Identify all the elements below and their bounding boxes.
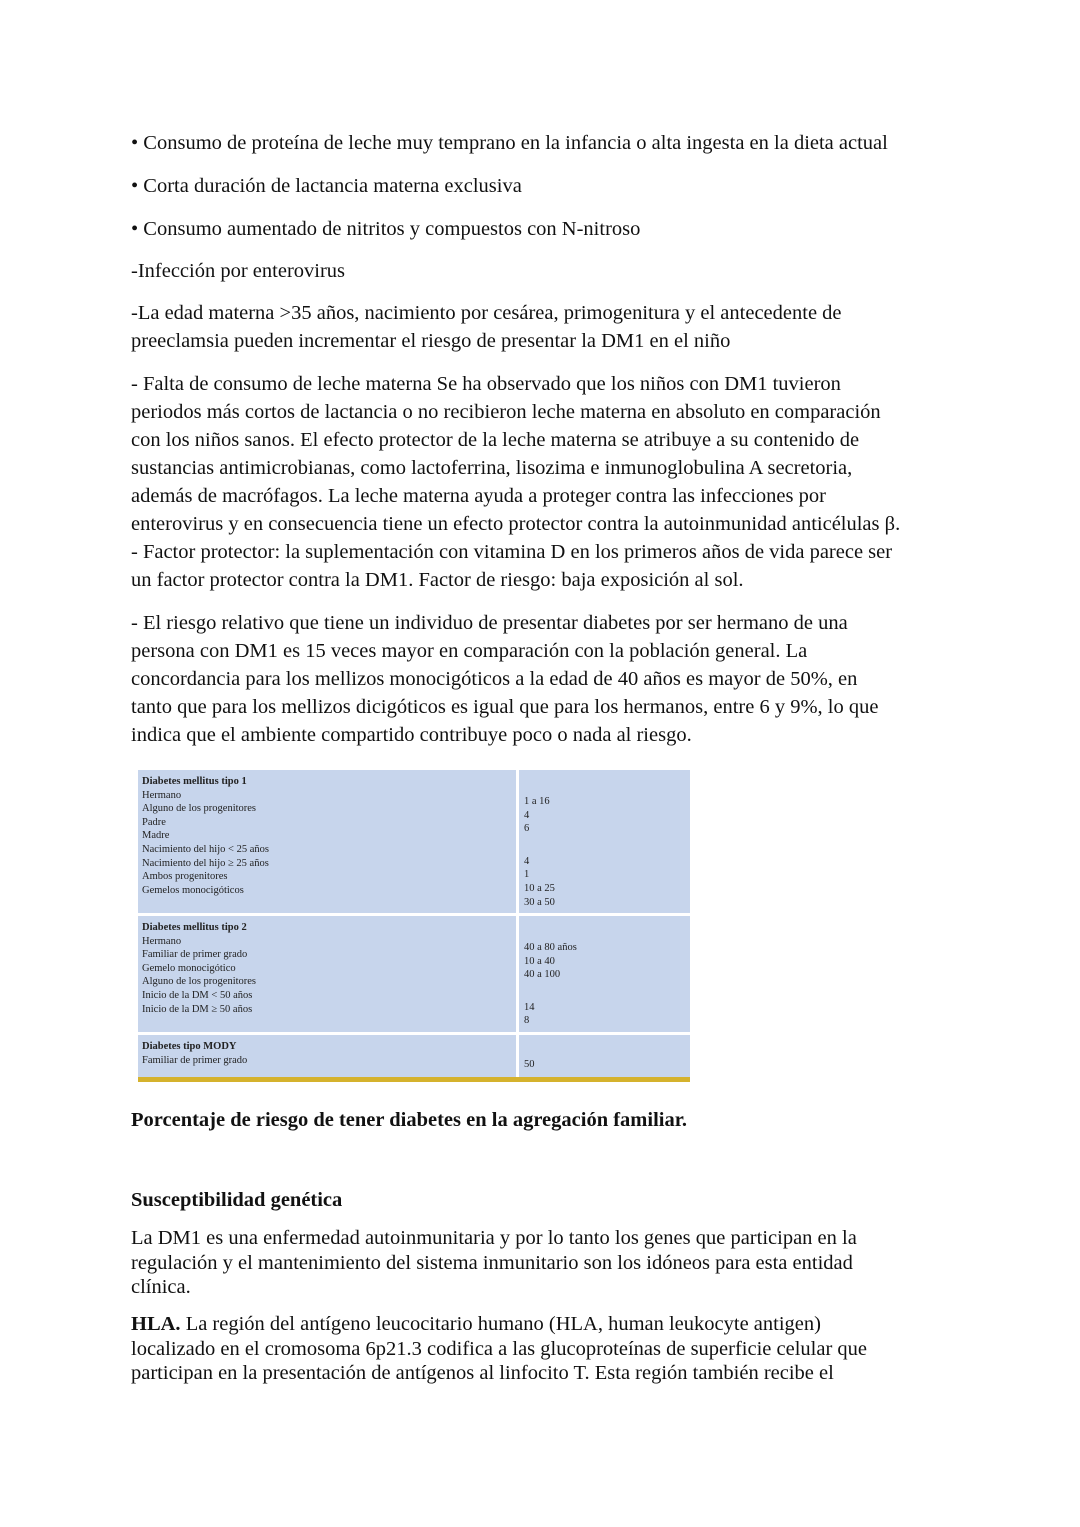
table-value — [524, 836, 690, 855]
text-line: además de macrófagos. La leche materna ayuda a proteger contra las infecciones por — [131, 485, 826, 507]
paragraph-autoimmune — [131, 1226, 857, 1300]
bullet-breastfeeding: • Corta duración de lactancia materna exclusiva — [131, 175, 522, 197]
table-value: 40 a 80 años — [524, 942, 577, 953]
text-line: La región del antígeno leucocitario humano (HLA, human leukocyte antigen) — [180, 1313, 821, 1335]
text-line: periodos más cortos de lactancia o no recibieron leche materna en absoluto en comparación — [131, 401, 881, 423]
table-label: Nacimiento del hijo ≥ 25 años — [142, 857, 269, 869]
text-line: indica que el ambiente compartido contribuye poco o nada al riesgo. — [131, 724, 692, 746]
hla-lead: HLA. — [131, 1313, 181, 1335]
text-line: concordancia para los mellizos monocigóticos a la edad de 40 años es mayor de 50%, en — [131, 668, 858, 690]
table-value: 4 — [524, 855, 530, 867]
table-value: 1 — [524, 869, 530, 881]
table-label: Gemelo monocigótico — [142, 962, 236, 974]
paragraph-maternal-age — [131, 299, 842, 355]
table-label: Ambos progenitores — [142, 871, 228, 883]
table-value — [524, 982, 690, 1001]
table-label: Hermano — [142, 935, 182, 947]
table-value: 8 — [524, 1015, 530, 1027]
text-line: La DM1 es una enfermedad autoinmunitaria y por lo tanto los genes que participan en la — [131, 1227, 857, 1249]
text-line: regulación y el mantenimiento del sistema inmunitario son los idóneos para esta entidad — [131, 1251, 853, 1274]
paragraph-hla — [131, 1312, 867, 1386]
table-value: 10 a 25 — [524, 882, 555, 894]
table-section-mody-labels — [138, 1035, 516, 1077]
text-line: - Factor protector: la suplementación con vitamina D en los primeros años de vida parece ser — [131, 541, 893, 563]
text-line: sustancias antimicrobianas, como lactoferrina, lisozima e inmunoglobulina A secretoria, — [131, 457, 853, 479]
table-value: 4 — [524, 809, 530, 821]
table-section-mody-values — [519, 1035, 690, 1077]
paragraph-relative-risk — [131, 609, 878, 749]
table-label: Gemelos monocigóticos — [142, 884, 244, 896]
table-value: 30 a 50 — [524, 896, 555, 908]
text-line: participan en la presentación de antígenos al linfocito T. Esta región también recibe el — [131, 1362, 834, 1384]
table-section-dm2-labels — [138, 916, 516, 1032]
table-caption: Porcentaje de riesgo de tener diabetes en la agregación familiar. — [131, 1109, 688, 1131]
table-value: 10 a 40 — [524, 955, 555, 967]
table-label: Padre — [142, 816, 166, 828]
table-section-header: Diabetes tipo MODY — [142, 1041, 237, 1052]
table-label: Nacimiento del hijo < 25 años — [142, 843, 269, 855]
table-section-dm2-values — [519, 916, 690, 1032]
table-label: Familiar de primer grado — [142, 949, 248, 961]
table-label: Alguno de los progenitores — [142, 976, 257, 988]
table-value: 50 — [524, 1059, 535, 1070]
paragraph-breast-milk — [131, 370, 900, 594]
text-line: - Falta de consumo de leche materna Se ha observado que los niños con DM1 tuvieron — [131, 373, 841, 395]
bullet-milk-protein: • Consumo de proteína de leche muy temprano en la infancia o alta ingesta en la dieta actual — [131, 132, 888, 154]
item-enterovirus: -Infección por enterovirus — [131, 260, 346, 282]
table-section-header: Diabetes mellitus tipo 1 — [142, 776, 247, 787]
table-label: Inicio de la DM ≥ 50 años — [142, 1003, 253, 1015]
table-section-dm1-labels — [138, 770, 516, 913]
text-line: tanto que para los mellizos dicigóticos es igual que para los hermanos, entre 6 y 9%, lo que — [131, 696, 879, 718]
table-label: Hermano — [142, 789, 182, 801]
table-label: Inicio de la DM < 50 años — [142, 989, 253, 1001]
text-line: persona con DM1 es 15 veces mayor en comparación con la población general. La — [131, 640, 808, 662]
text-line: con los niños sanos. El efecto protector de la leche materna se atribuye a su contenido de — [131, 429, 860, 451]
table-section-dm1-values — [519, 770, 690, 913]
table-value: 1 a 16 — [524, 796, 550, 807]
text-line: - El riesgo relativo que tiene un individuo de presentar diabetes por ser hermano de una — [131, 612, 848, 634]
table-value: 6 — [524, 823, 530, 835]
text-line: localizado en el cromosoma 6p21.3 codifica a las glucoproteínas de superficie celular que — [131, 1337, 867, 1360]
table-label: Alguno de los progenitores — [142, 803, 257, 815]
table-label: Madre — [142, 830, 170, 842]
text-line: -La edad materna >35 años, nacimiento por cesárea, primogenitura y el antecedente de — [131, 302, 842, 324]
section-title: Susceptibilidad genética — [131, 1189, 343, 1211]
text-line: clínica. — [131, 1276, 191, 1298]
bullet-nitrites: • Consumo aumentado de nitritos y compuestos con N-nitroso — [131, 218, 641, 240]
table-label: Familiar de primer grado — [142, 1054, 248, 1066]
risk-table — [138, 770, 690, 1083]
table-bottom-rule — [138, 1077, 690, 1082]
table-value: 14 — [524, 1001, 535, 1013]
text-line: enterovirus y en consecuencia tiene un efecto protector contra la autoinmunidad anticélulas β. — [131, 513, 901, 535]
text-line: preeclamsia pueden incrementar el riesgo de presentar la DM1 en el niño — [131, 330, 731, 352]
table-section-header: Diabetes mellitus tipo 2 — [142, 922, 247, 933]
text-line: un factor protector contra la DM1. Factor de riesgo: baja exposición al sol. — [131, 569, 744, 591]
table-value: 40 a 100 — [524, 969, 561, 981]
